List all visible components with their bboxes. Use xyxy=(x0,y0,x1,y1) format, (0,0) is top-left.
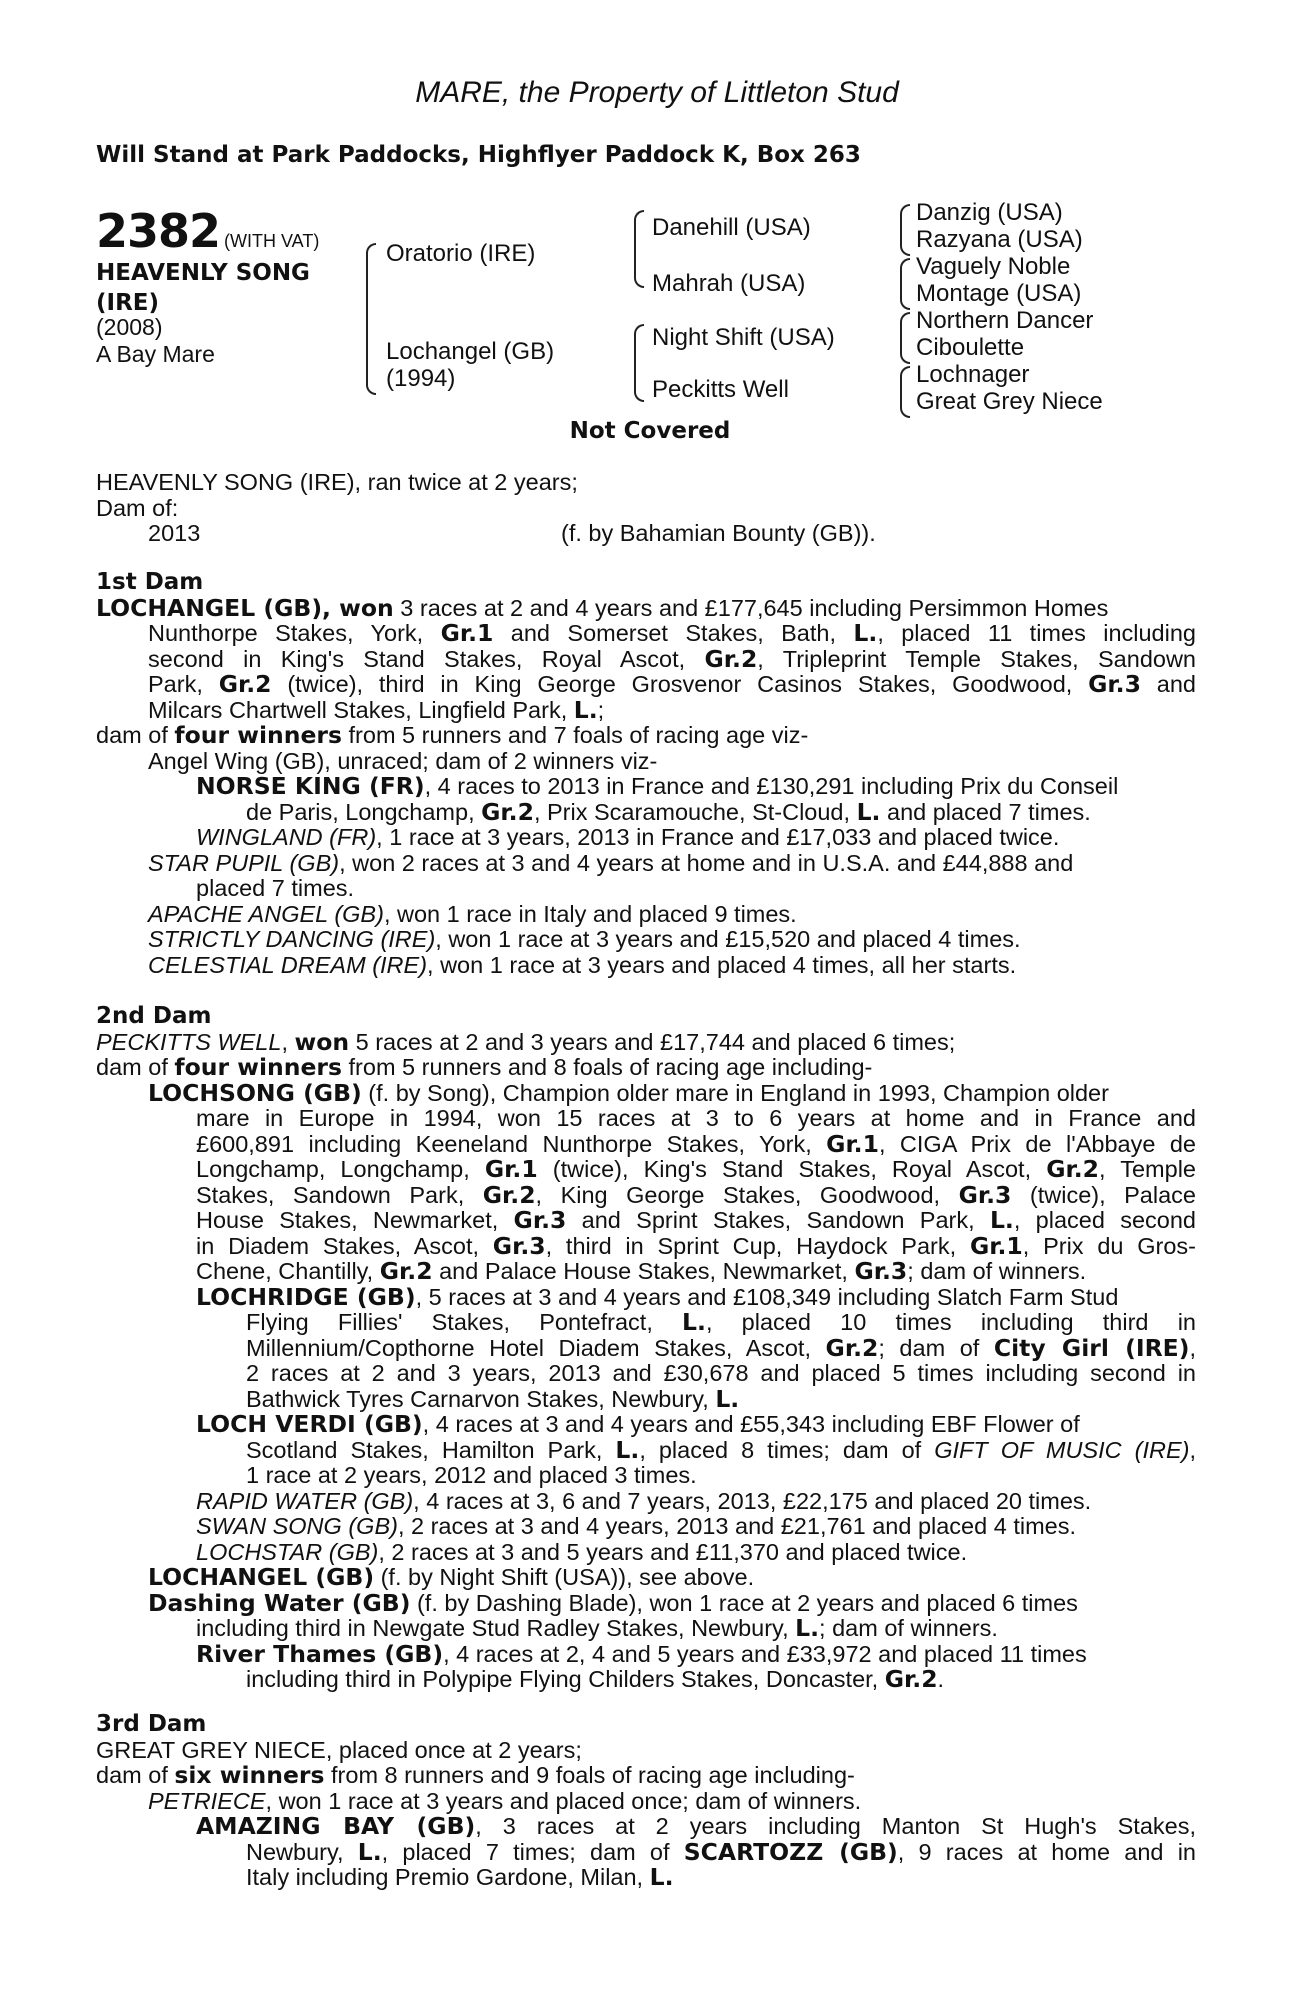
text-fragment: ; dam of winners. xyxy=(907,1258,1087,1284)
text-fragment: L. xyxy=(856,797,881,826)
text-fragment: , won 2 races at 3 and 4 years at home and in U.S.A. and £44,888 and xyxy=(339,849,1074,876)
text-fragment: Gr.2 xyxy=(884,1665,938,1693)
text-line xyxy=(96,774,1196,800)
text-fragment: LOCHANGEL (GB) xyxy=(148,1563,375,1591)
text-fragment: from 8 runners and 9 foals of racing age including- xyxy=(324,1762,855,1788)
text-line xyxy=(96,1667,1196,1693)
text-fragment: CELESTIAL DREAM (IRE) xyxy=(148,951,428,978)
text-fragment: , xyxy=(281,1028,295,1055)
text-fragment: Gr.3 xyxy=(492,1231,546,1260)
first-dam-section xyxy=(96,570,1196,978)
produce-year: 2013 xyxy=(148,520,201,546)
text-fragment: Chene, Chantilly, xyxy=(196,1258,380,1284)
text-fragment: L. xyxy=(989,1206,1014,1234)
text-fragment: and Palace House Stakes, Newmarket, xyxy=(432,1258,855,1284)
text-fragment: Gr.3 xyxy=(513,1206,567,1234)
text-line xyxy=(96,1333,1197,1362)
text-fragment: Italy including Premio Gardone, Milan, xyxy=(246,1864,650,1890)
text-fragment: , 2 races at 3 and 5 years and £11,370 and placed twice. xyxy=(378,1538,968,1565)
third-dam-section xyxy=(96,1712,1196,1891)
text-fragment: ; dam of winners. xyxy=(819,1615,998,1641)
text-fragment: , 4 races at 2, 4 and 5 years and £33,972 and placed 11 times xyxy=(443,1640,1087,1667)
horse-description: A Bay Mare xyxy=(96,341,215,367)
text-fragment: Scotland Stakes, Hamilton Park, xyxy=(246,1436,616,1463)
text-fragment: L. xyxy=(682,1308,706,1336)
text-fragment: STAR PUPIL (GB) xyxy=(148,849,340,876)
text-fragment: , 9 races at home and in xyxy=(897,1838,1196,1865)
text-line xyxy=(96,1055,1196,1081)
text-fragment: Gr.1 xyxy=(484,1155,538,1183)
text-fragment: including third in Newgate Stud Radley Stakes, Newbury, xyxy=(196,1615,796,1641)
pedigree-sire: Oratorio (IRE) xyxy=(386,240,536,267)
pedigree-dam-sire: Night Shift (USA) xyxy=(652,324,835,351)
intro-section xyxy=(96,470,1196,547)
section-heading: 1st Dam xyxy=(96,569,204,595)
text-fragment: L. xyxy=(649,1863,674,1891)
text-line xyxy=(96,1588,1196,1617)
text-fragment: and xyxy=(1140,671,1196,697)
text-line xyxy=(96,1310,1196,1336)
text-fragment: Gr.2 xyxy=(379,1257,433,1285)
text-fragment: (twice), Palace xyxy=(1011,1181,1196,1208)
stand-location: Will Stand at Park Paddocks, Highflyer Paddock K, Box 263 xyxy=(96,142,861,168)
text-fragment: , 5 races at 3 and 4 years and £108,349 including Slatch Farm Stud xyxy=(415,1283,1119,1310)
produce-record xyxy=(96,521,1196,547)
pedigree-dam-dam: Peckitts Well xyxy=(652,376,789,403)
text-fragment: Flying Fillies' Stakes, Pontefract, xyxy=(246,1309,683,1335)
text-fragment: , placed 8 times; dam of xyxy=(639,1436,935,1463)
text-line xyxy=(96,695,1196,724)
text-line: GREAT GREY NIECE, placed once at 2 years; xyxy=(96,1736,582,1763)
text-fragment: AMAZING BAY (GB) xyxy=(196,1812,476,1840)
text-line xyxy=(96,902,1196,928)
text-line: 1 race at 2 years, 2012 and placed 3 times. xyxy=(246,1462,697,1488)
text-fragment: Bathwick Tyres Carnarvon Stakes, Newbury, xyxy=(246,1385,716,1412)
text-line xyxy=(96,1837,1196,1866)
text-fragment: SWAN SONG (GB) xyxy=(196,1513,398,1539)
text-line xyxy=(96,825,1196,851)
text-fragment: L. xyxy=(795,1614,820,1642)
text-line: Angel Wing (GB), unraced; dam of 2 winners viz- xyxy=(148,747,658,774)
text-line xyxy=(96,1763,1196,1789)
text-line xyxy=(96,1814,1196,1840)
text-fragment: PECKITTS WELL xyxy=(96,1028,282,1055)
text-fragment: , Prix du Gros- xyxy=(1022,1232,1197,1259)
text-line xyxy=(96,1514,1196,1540)
pedigree-brace xyxy=(900,366,910,418)
pedigree-g3-3: Vaguely Noble xyxy=(916,253,1071,280)
text-line xyxy=(96,1231,1197,1260)
text-fragment: City Girl (IRE) xyxy=(993,1333,1190,1362)
horse-details xyxy=(96,314,215,368)
pedigree-sire-dam: Mahrah (USA) xyxy=(652,270,806,297)
text-fragment: from 5 runners and 8 foals of racing age including- xyxy=(342,1054,873,1080)
text-fragment: Gr.2 xyxy=(482,1180,536,1209)
text-fragment: from 5 runners and 7 foals of racing age viz- xyxy=(342,722,809,748)
pedigree-g3-8: Great Grey Niece xyxy=(916,388,1103,415)
text-fragment: Gr.2 xyxy=(481,797,534,826)
text-fragment: including third in Polypipe Flying Childers Stakes, Doncaster, xyxy=(246,1666,885,1692)
page-title: MARE, the Property of Littleton Stud xyxy=(415,76,899,109)
text-fragment: L. xyxy=(573,695,598,724)
section-heading: 2nd Dam xyxy=(96,1003,212,1029)
text-fragment: Gr.2 xyxy=(218,670,272,698)
text-fragment: de Paris, Longchamp, xyxy=(246,798,482,825)
text-line xyxy=(96,1865,1196,1891)
text-fragment: Newbury, xyxy=(246,1838,358,1865)
text-fragment: , third in Sprint Cup, Haydock Park, xyxy=(545,1232,970,1259)
text-fragment: LOCHANGEL (GB), won xyxy=(96,593,394,622)
text-fragment: Gr.3 xyxy=(958,1180,1012,1209)
text-fragment: (twice), King's Stand Stakes, Royal Ascot, xyxy=(537,1156,1047,1182)
text-fragment: L. xyxy=(357,1837,382,1866)
text-line xyxy=(96,1157,1196,1183)
text-line xyxy=(96,953,1196,979)
text-fragment: , 3 races at 2 years including Manton St Hugh's Stakes, xyxy=(475,1813,1196,1839)
text-line xyxy=(96,593,1196,622)
text-fragment: Stakes, Sandown Park, xyxy=(196,1181,483,1208)
text-line xyxy=(96,672,1196,698)
text-fragment: PETRIECE xyxy=(148,1787,266,1814)
foaling-year: (2008) xyxy=(96,314,163,340)
text-line xyxy=(96,1129,1196,1158)
text-line xyxy=(96,797,1196,826)
pedigree-brace xyxy=(900,312,910,364)
text-line xyxy=(96,1384,1196,1413)
pedigree-brace xyxy=(634,324,644,402)
text-fragment: , 1 race at 3 years, 2013 in France and £17,033 and placed twice. xyxy=(376,824,1060,850)
text-fragment: GIFT OF MUSIC (IRE) xyxy=(934,1436,1190,1463)
pedigree-g3-2: Razyana (USA) xyxy=(916,226,1083,253)
text-fragment: dam of xyxy=(96,1054,175,1080)
pedigree-g3-7: Lochnager xyxy=(916,361,1030,388)
pedigree-g3-6: Ciboulette xyxy=(916,334,1025,361)
pedigree-brace xyxy=(634,210,644,288)
text-line: mare in Europe in 1994, won 15 races at 3 to 6 years at home and in France and xyxy=(196,1105,1196,1131)
text-fragment: Millennium/Copthorne Hotel Diadem Stakes, Ascot, xyxy=(246,1334,826,1361)
text-fragment: Gr.1 xyxy=(440,619,494,647)
vat-label: (WITH VAT) xyxy=(224,231,320,251)
text-line xyxy=(96,1489,1196,1515)
pedigree-brace xyxy=(900,204,910,256)
text-fragment: (f. by Night Shift (USA)), see above. xyxy=(374,1564,755,1590)
text-line xyxy=(96,644,1196,673)
text-fragment: Gr.3 xyxy=(1088,670,1141,698)
text-line: 2 races at 2 and 3 years, 2013 and £30,678 and placed 5 times including second in xyxy=(246,1360,1196,1386)
text-fragment: and Somerset Stakes, Bath, xyxy=(493,620,854,646)
text-fragment: , xyxy=(1189,1334,1197,1361)
text-fragment: . xyxy=(937,1666,945,1692)
pedigree-dam-year: (1994) xyxy=(386,365,456,392)
text-fragment: APACHE ANGEL (GB) xyxy=(148,900,384,927)
text-fragment: RAPID WATER (GB) xyxy=(196,1487,414,1514)
lot-number-block xyxy=(96,204,319,258)
text-fragment: (f. by Song), Champion older mare in England in 1993, Champion older xyxy=(361,1079,1109,1106)
text-fragment: SCARTOZZ (GB) xyxy=(683,1837,898,1866)
text-fragment: Park, xyxy=(148,671,219,697)
pedigree-dam: Lochangel (GB) xyxy=(386,338,555,365)
text-fragment: dam of xyxy=(96,1762,175,1788)
text-line xyxy=(96,927,1196,953)
text-fragment: four winners xyxy=(174,721,342,749)
text-fragment: , won 1 race at 3 years and £15,520 and placed 4 times. xyxy=(435,926,1021,952)
pedigree-sire-sire: Danehill (USA) xyxy=(652,214,811,241)
text-line xyxy=(96,1078,1196,1107)
produce-foal: (f. by Bahamian Bounty (GB)). xyxy=(561,520,876,546)
text-fragment: , CIGA Prix de l'Abbaye de xyxy=(878,1130,1196,1157)
text-fragment: , won 1 race at 3 years and placed once; dam of winners. xyxy=(265,1787,862,1814)
text-fragment: STRICTLY DANCING (IRE) xyxy=(148,926,436,952)
text-fragment: LOCHRIDGE (GB) xyxy=(196,1282,416,1311)
text-fragment: Gr.1 xyxy=(969,1231,1023,1260)
text-line xyxy=(96,1435,1197,1464)
text-fragment: , King George Stakes, Goodwood, xyxy=(535,1181,959,1208)
text-fragment: , placed 10 times including third in xyxy=(705,1309,1196,1335)
text-fragment: NORSE KING (FR) xyxy=(196,772,425,800)
text-line xyxy=(96,1180,1196,1209)
pedigree-brace xyxy=(900,258,910,310)
text-line xyxy=(96,1616,1196,1642)
text-line xyxy=(96,1412,1196,1438)
text-fragment: River Thames (GB) xyxy=(196,1639,444,1668)
text-fragment: £600,891 including Keeneland Nunthorpe Stakes, York, xyxy=(196,1130,827,1157)
text-fragment: Gr.2 xyxy=(704,644,758,673)
text-fragment: , placed 11 times including xyxy=(877,620,1196,646)
text-line xyxy=(96,1639,1196,1668)
text-fragment: WINGLAND (FR) xyxy=(196,824,377,850)
text-fragment: and Sprint Stakes, Sandown Park, xyxy=(566,1207,990,1233)
text-line xyxy=(96,1565,1196,1591)
text-fragment: dam of xyxy=(96,722,175,748)
text-fragment: L. xyxy=(715,1384,740,1413)
text-fragment: won xyxy=(294,1027,350,1056)
text-fragment: , won 1 race in Italy and placed 9 times. xyxy=(383,900,797,927)
text-fragment: Nunthorpe Stakes, York, xyxy=(148,620,441,646)
text-line xyxy=(96,1789,1196,1815)
text-fragment: (twice), third in King George Grosvenor Casinos Stakes, Goodwood, xyxy=(271,671,1089,697)
text-fragment: , Temple xyxy=(1099,1156,1196,1182)
text-line xyxy=(96,723,1196,749)
text-fragment: in Diadem Stakes, Ascot, xyxy=(196,1232,493,1259)
text-fragment: , 4 races at 3 and 4 years and £55,343 including EBF Flower of xyxy=(422,1411,1080,1437)
section-heading: 3rd Dam xyxy=(96,1711,207,1737)
text-fragment: House Stakes, Newmarket, xyxy=(196,1207,514,1233)
text-fragment: , Tripleprint Temple Stakes, Sandown xyxy=(757,645,1196,672)
text-fragment: Gr.1 xyxy=(826,1129,879,1158)
text-line xyxy=(96,1259,1196,1285)
text-fragment: second in King's Stand Stakes, Royal Ascot, xyxy=(148,645,705,672)
text-fragment: , placed 7 times; dam of xyxy=(381,1838,684,1865)
pedigree-g3-5: Northern Dancer xyxy=(916,307,1094,334)
text-fragment: four winners xyxy=(174,1053,342,1081)
text-fragment: ; xyxy=(597,696,605,723)
text-fragment: , 2 races at 3 and 4 years, 2013 and £21,761 and placed 4 times. xyxy=(397,1513,1076,1539)
text-fragment: and placed 7 times. xyxy=(880,798,1091,825)
text-fragment: Gr.2 xyxy=(825,1333,879,1362)
pedigree-g3-4: Montage (USA) xyxy=(916,280,1082,307)
text-fragment: LOCH VERDI (GB) xyxy=(196,1410,423,1438)
lot-number: 2382 xyxy=(96,204,221,258)
text-fragment: Dashing Water (GB) xyxy=(148,1588,411,1617)
horse-name: HEAVENLY SONG (IRE) xyxy=(96,260,310,316)
text-fragment: , xyxy=(1189,1436,1197,1463)
text-fragment: , won 1 race at 3 years and placed 4 times, all her starts. xyxy=(427,951,1017,978)
text-fragment: Milcars Chartwell Stakes, Lingfield Park, xyxy=(148,696,574,723)
text-line: Dam of: xyxy=(96,494,179,521)
covering-status: Not Covered xyxy=(569,418,731,444)
text-fragment: 3 races at 2 and 4 years and £177,645 including Persimmon Homes xyxy=(393,594,1109,621)
text-fragment: , placed second xyxy=(1013,1207,1196,1233)
text-fragment: Longchamp, Longchamp, xyxy=(196,1156,485,1182)
text-line: HEAVENLY SONG (IRE), ran twice at 2 years; xyxy=(96,469,578,495)
text-fragment: (f. by Dashing Blade), won 1 race at 2 years and placed 6 times xyxy=(410,1589,1078,1616)
text-fragment: Gr.3 xyxy=(854,1257,908,1285)
pedigree-brace xyxy=(366,243,376,395)
text-fragment: 5 races at 2 and 3 years and £17,744 and placed 6 times; xyxy=(349,1028,956,1055)
text-line xyxy=(96,1540,1196,1566)
text-fragment: Gr.2 xyxy=(1046,1155,1100,1183)
pedigree-g3-1: Danzig (USA) xyxy=(916,199,1063,226)
second-dam-section xyxy=(96,1004,1196,1693)
text-fragment: , Prix Scaramouche, St-Cloud, xyxy=(533,798,857,825)
text-fragment: six winners xyxy=(174,1761,325,1789)
text-fragment: LOCHSTAR (GB) xyxy=(196,1538,379,1565)
text-fragment: ; dam of xyxy=(878,1334,994,1361)
text-line xyxy=(96,1027,1196,1056)
text-fragment: L. xyxy=(615,1435,640,1464)
text-line xyxy=(96,621,1196,647)
text-line xyxy=(96,1282,1196,1311)
text-fragment: L. xyxy=(853,619,878,647)
text-fragment: , 4 races at 3, 6 and 7 years, 2013, £22,175 and placed 20 times. xyxy=(413,1487,1092,1514)
text-fragment: LOCHSONG (GB) xyxy=(148,1078,362,1107)
text-line xyxy=(96,1208,1196,1234)
text-fragment: , 4 races to 2013 in France and £130,291 including Prix du Conseil xyxy=(424,773,1119,799)
text-line xyxy=(96,851,1196,877)
text-line: placed 7 times. xyxy=(196,875,355,901)
